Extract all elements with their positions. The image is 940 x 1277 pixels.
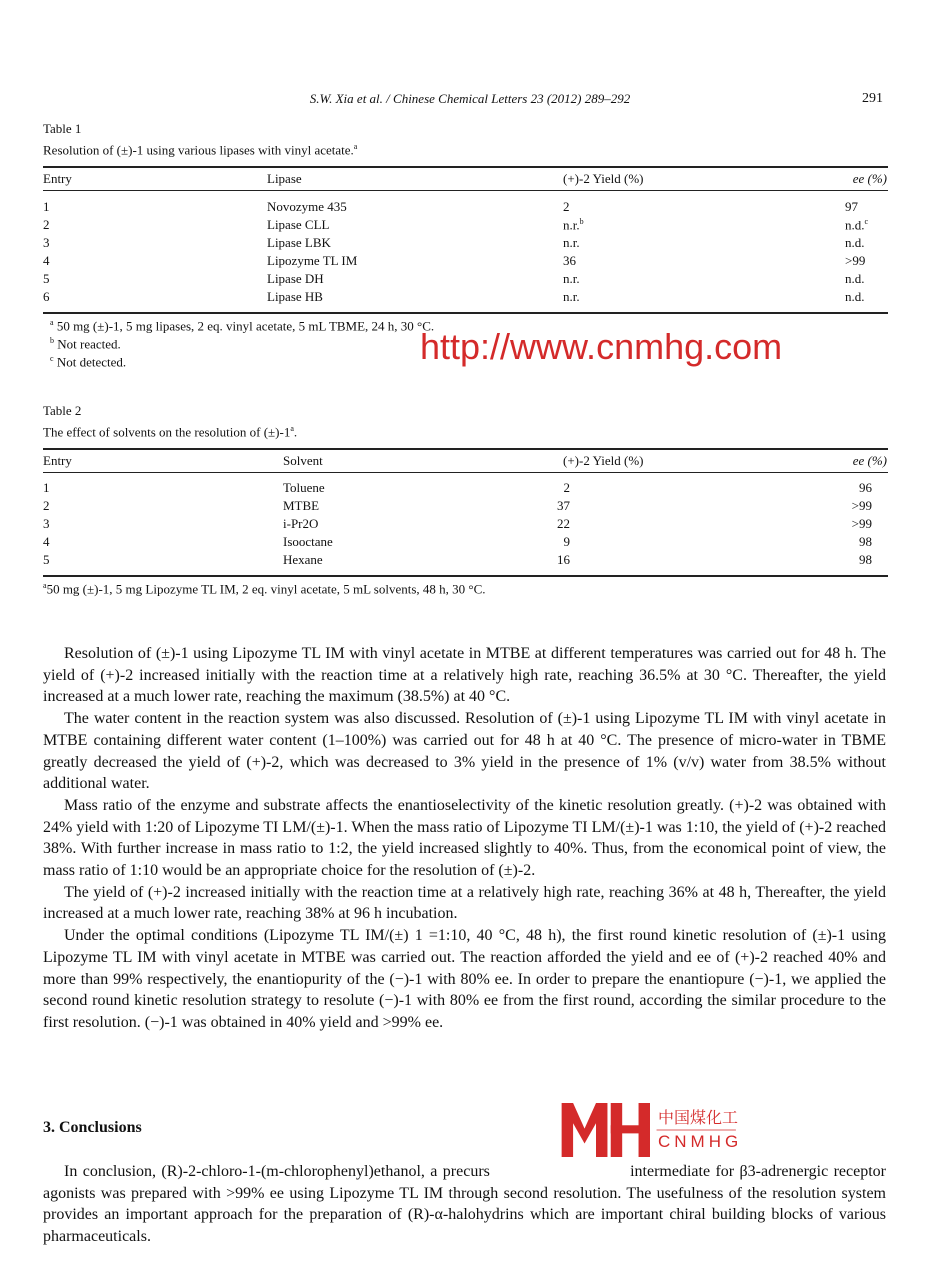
footnote-mark: b [579, 217, 584, 226]
table1-cell-ee: >99 [845, 253, 866, 268]
table2-cell-entry: 1 [43, 480, 50, 495]
table1-cell-yield: 2 [563, 199, 570, 214]
table1-label: Table 1 [43, 121, 82, 136]
cell-text: n.d. [845, 217, 865, 233]
table2-cell-solvent: Isooctane [283, 534, 333, 549]
table1-cell-yield: n.r. [563, 289, 580, 304]
table1-cell-entry: 2 [43, 217, 50, 232]
table2-cell-ee: 98 [859, 534, 872, 549]
paragraph: The yield of (+)-2 increased initially with the reaction time at a relatively high rate, reaching 36% at 48 h, Thereafter, the yield increased at a much lower rate, reaching 38% at 96 h incubation. [43, 883, 886, 923]
table1-cell-lipase: Lipase HB [267, 289, 323, 304]
table2-cell-ee: >99 [851, 498, 872, 513]
conclusions-text [43, 1161, 890, 1248]
paragraph: Mass ratio of the enzyme and substrate affects the enantioselectivity of the kinetic resolution greatly. (+)-2 was obtained with 24% yield with 1:20 of Lipozyme TI LM/(±)-1. When the mass ratio of Lipozyme TI LM/(±)-1 was 1:10, the yield of (+)-2 reached 38%. With further increase in mass ratio to 1:2, the yield increased slightly to 40%. Thus, from the economical point of view, the mass ratio of 1:10 would be an appropriate choice for the resolution of (±)-2. [43, 796, 886, 880]
footnote-text: Not detected. [56, 354, 127, 370]
table-footnote [50, 354, 126, 370]
table2-cell-solvent: MTBE [283, 498, 320, 513]
caption-text: Resolution of (±)-1 using various lipases with vinyl acetate. [43, 142, 354, 158]
table-rule [43, 312, 888, 314]
table1-cell-ee: 97 [845, 199, 858, 214]
table1-cell-lipase: Lipase CLL [267, 217, 330, 232]
section-heading: 3. Conclusions [43, 1119, 142, 1136]
table1-cell-entry: 1 [43, 199, 50, 214]
table1-cell-lipase: Lipase LBK [267, 235, 331, 250]
column-header-solvent: Solvent [283, 453, 323, 468]
footnote-mark: c [50, 354, 54, 363]
table2-cell-entry: 4 [43, 534, 50, 549]
table1-cell-lipase: Novozyme 435 [267, 199, 347, 214]
table-rule [43, 575, 888, 577]
table2-cell-yield: 22 [557, 516, 570, 531]
table1-cell-entry: 5 [43, 271, 50, 286]
table2-label: Table 2 [43, 403, 82, 418]
footnote-mark: a [43, 581, 47, 590]
table1-cell-yield: n.r. [563, 235, 580, 250]
table2-cell-ee: 96 [859, 480, 872, 495]
caption-text: The effect of solvents on the resolution of (±)-1 [43, 424, 291, 440]
column-header-lipase: Lipase [267, 171, 302, 186]
table2-caption: The effect of solvents on the resolution of $(\pm)-1^a$. [43, 424, 298, 440]
table2-cell-solvent: i-Pr2O [283, 516, 319, 531]
footnote-mark: b [50, 336, 54, 345]
footnote-text: 50 mg (±)-1, 5 mg lipases, 2 eq. vinyl acetate, 5 mL TBME, 24 h, 30 °C. [56, 318, 435, 334]
table2-cell-entry: 2 [43, 498, 50, 513]
table1-cell-entry: 4 [43, 253, 50, 268]
table2-cell-ee: >99 [851, 516, 872, 531]
table1-cell-ee: n.d. [845, 271, 865, 286]
footnote-mark: a [353, 142, 358, 151]
table2-cell-entry: 5 [43, 552, 50, 567]
paragraph: In conclusion, (R)-2-chloro-1-(m-chlorophenyl)ethanol, a precurs intermediate for β3-adrenergic receptor agonists was prepared with >99% ee using Lipozyme TL IM through second resolution. The usefulness of the resolution system provides an important approach for the preparation of (R)-α-halohydrins which are important chiral building blocks of various pharmaceuticals. [43, 1163, 890, 1246]
body-text [43, 643, 886, 1034]
table1-cell-lipase: Lipozyme TL IM [267, 253, 358, 268]
cell-text: n.r. [563, 217, 580, 233]
table-rule [43, 448, 888, 450]
footnote-text: Not reacted. [57, 336, 121, 352]
logo-cn-text: 中国煤化工 [658, 1108, 739, 1127]
table2-cell-ee: 98 [859, 552, 872, 567]
table1-cell-yield: n.r. [563, 271, 580, 286]
table-footnote [50, 336, 121, 352]
watermark-url: http://www.cnmhg.com [420, 326, 783, 367]
table2-cell-yield: 16 [557, 552, 570, 567]
column-header-ee: ee (%) [852, 453, 887, 468]
table1-caption [43, 142, 357, 158]
running-head: S.W. Xia et al. / Chinese Chemical Letters 23 (2012) 289–292 [309, 91, 631, 106]
column-header-entry: Entry [43, 171, 72, 186]
column-header-yield: (+)-2 Yield (%) [563, 453, 644, 468]
paragraph: Under the optimal conditions (Lipozyme TL IM/(±) 1 =1:10, 40 °C, 48 h), the first round kinetic resolution of (±)-1 using Lipozyme TL IM with vinyl acetate in MTBE was carried out. The reaction afforded the yield and ee of (+)-2 reached 40% and more than 99% respectively, the enantiopurity of the (−)-1 with 80% ee. In order to prepare the enantiopure (−)-1, we applied the second round kinetic resolution strategy to resolute (−)-1 with 80% ee from the first round, according the similar procedure to the first resolution. (−)-1 was obtained in 40% yield and >99% ee. [43, 927, 886, 1031]
table1-cell-entry: 3 [43, 235, 50, 250]
logo-en-text: CNMHG [658, 1132, 743, 1151]
column-header-entry: Entry [43, 453, 72, 468]
table-footnote [43, 581, 486, 597]
table-rule [43, 190, 888, 191]
table1-cell-ee [845, 217, 868, 233]
footnote-mark: c [864, 217, 869, 226]
footnote-text: 50 mg (±)-1, 5 mg Lipozyme TL IM, 2 eq. vinyl acetate, 5 mL solvents, 48 h, 30 °C. [46, 581, 486, 597]
column-header-yield: (+)-2 Yield (%) [563, 171, 644, 186]
footnote-mark: a [290, 424, 294, 433]
table2-cell-entry: 3 [43, 516, 50, 531]
table1-cell-ee: n.d. [845, 289, 865, 304]
footnote-mark: a [50, 318, 54, 327]
table1-cell-lipase: Lipase DH [267, 271, 324, 286]
table-rule [43, 166, 888, 168]
table2-cell-solvent: Hexane [283, 552, 323, 567]
table-footnote [50, 318, 434, 334]
cnmhg-logo [560, 1103, 743, 1157]
table2-cell-yield: 9 [563, 534, 570, 549]
table1-cell-yield: 36 [563, 253, 576, 268]
paragraph: Resolution of (±)-1 using Lipozyme TL IM with vinyl acetate in MTBE at different temperatures was carried out for 48 h. The yield of (+)-2 increased initially with the reaction time at a relatively high rate, reaching 36.5% at 30 °C. Thereafter, the yield increased at a much lower rate, reaching the maximum (38.5%) at 40 °C. [43, 645, 886, 706]
table1-cell-yield [563, 217, 584, 233]
table2-cell-yield: 2 [563, 480, 570, 495]
table2-cell-yield: 37 [557, 498, 570, 513]
table1-cell-entry: 6 [43, 289, 50, 304]
table1-cell-ee: n.d. [845, 235, 865, 250]
column-header-ee: ee (%) [852, 171, 887, 186]
page-number: 291 [862, 91, 883, 106]
table2-cell-solvent: Toluene [283, 480, 325, 495]
paragraph: The water content in the reaction system was also discussed. Resolution of (±)-1 using Lipozyme TL IM with vinyl acetate in MTBE containing different water content (1–100%) was carried out for 48 h at 40 °C. The presence of micro-water in TBME greatly decreased the yield of (+)-2, which was decreased to 3% yield in the presence of 1% (v/v) water from 38.5% without additional water. [43, 710, 886, 793]
table-rule [43, 472, 888, 473]
